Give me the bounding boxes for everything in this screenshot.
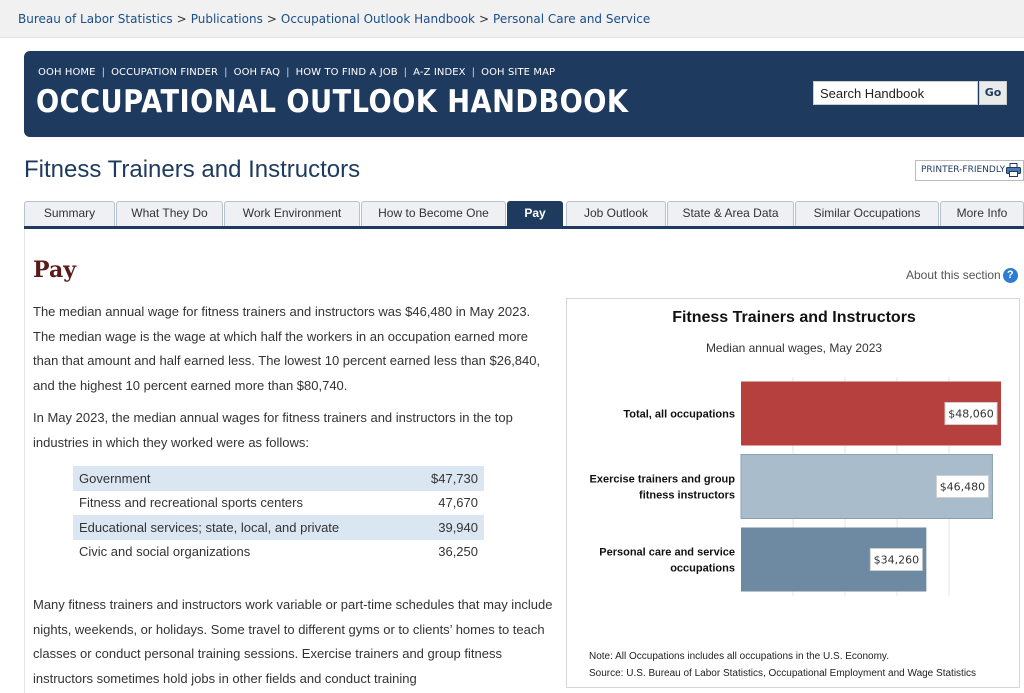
industry-name: Government bbox=[73, 466, 411, 491]
chart-subtitle: Median annual wages, May 2023 bbox=[705, 341, 883, 355]
nav-divider: | bbox=[224, 67, 228, 78]
nav-ooh-faq[interactable]: OOH FAQ bbox=[233, 67, 281, 78]
chart-value-label: $46,480 bbox=[939, 480, 986, 494]
breadcrumb-link-personal-care[interactable]: Personal Care and Service bbox=[493, 12, 651, 26]
breadcrumb-separator: > bbox=[266, 12, 277, 26]
search-handbook-input[interactable] bbox=[813, 81, 978, 105]
tab-how-to-become-one[interactable]: How to Become One bbox=[361, 201, 506, 226]
page-title: Fitness Trainers and Instructors bbox=[24, 156, 361, 183]
breadcrumb-separator: > bbox=[478, 12, 490, 26]
pay-paragraph-median-wage: The median annual wage for fitness trainers and instructors was $46,480 in May 2023. The median wage is the wage at which half the workers in an occupation earned more than that amount and half earned less. The lowest 10 percent earned less than $26,840, and the highest 10 percent earned more than $80,740. bbox=[33, 304, 541, 393]
nav-a-z-index[interactable]: A-Z INDEX bbox=[413, 67, 466, 78]
chart-note: Note: All Occupations includes all occupations in the U.S. Economy. bbox=[589, 651, 889, 662]
tab-pay[interactable]: Pay bbox=[507, 201, 563, 226]
printer-friendly-button[interactable] bbox=[915, 160, 1024, 181]
breadcrumb-link-bls[interactable]: Bureau of Labor Statistics bbox=[18, 12, 173, 26]
pay-paragraph-industries-intro: In May 2023, the median annual wages for fitness trainers and instructors in the top industries in which they worked were as follows: bbox=[33, 410, 513, 450]
tab-similar-occupations[interactable]: Similar Occupations bbox=[795, 201, 939, 226]
chart-category-label: Personal care and service occupations bbox=[599, 546, 735, 575]
industry-wage-table bbox=[73, 466, 484, 564]
chart-value-label: $34,260 bbox=[873, 553, 920, 567]
nav-how-to-find-a-job[interactable]: HOW TO FIND A JOB bbox=[295, 67, 398, 78]
printer-icon bbox=[1006, 163, 1021, 177]
table-row bbox=[73, 515, 484, 540]
pay-paragraph-schedules: Many fitness trainers and instructors work variable or part-time schedules that may include nights, weekends, or holidays. Some travel to different gyms or to clients’ homes to teach classes or conduct personal training sessions. Exercise trainers and group fitness instructors sometimes hold jobs in other fields and conduct training bbox=[33, 597, 553, 686]
tab-what-they-do[interactable]: What They Do bbox=[116, 201, 223, 226]
chart-title: Fitness Trainers and Instructors bbox=[672, 309, 916, 326]
nav-ooh-site-map[interactable]: OOH SITE MAP bbox=[481, 67, 556, 78]
pay-heading: Pay bbox=[33, 257, 76, 283]
about-this-section-label: About this section bbox=[906, 268, 1001, 282]
industry-name: Fitness and recreational sports centers bbox=[79, 495, 303, 511]
table-row bbox=[73, 540, 484, 565]
chart-source: Source: U.S. Bureau of Labor Statistics, Occupational Employment and Wage Statistics bbox=[589, 668, 977, 679]
chart-category-label: Total, all occupations bbox=[623, 408, 735, 421]
help-icon[interactable]: ? bbox=[1003, 268, 1018, 283]
breadcrumb-link-publications[interactable]: Publications bbox=[190, 12, 263, 26]
industry-wage: $47,730 bbox=[411, 466, 484, 491]
ooh-title[interactable]: OCCUPATIONAL OUTLOOK HANDBOOK bbox=[36, 84, 629, 120]
tab-state-area-data[interactable]: State & Area Data bbox=[667, 201, 794, 226]
nav-divider: | bbox=[403, 67, 408, 78]
nav-divider: | bbox=[471, 67, 476, 78]
breadcrumb-separator: > bbox=[176, 12, 187, 26]
content-left-border bbox=[24, 229, 25, 693]
nav-divider: | bbox=[286, 67, 290, 78]
tab-job-outlook[interactable]: Job Outlook bbox=[566, 201, 666, 226]
nav-occupation-finder[interactable]: OCCUPATION FINDER bbox=[111, 67, 219, 78]
tab-more-info[interactable]: More Info bbox=[940, 201, 1024, 226]
chart-plot bbox=[567, 299, 1021, 644]
wage-chart bbox=[566, 298, 1020, 688]
industry-wage: 36,250 bbox=[438, 544, 478, 560]
industry-wage: 39,940 bbox=[411, 515, 484, 540]
industry-name: Educational services; state, local, and private bbox=[73, 515, 411, 540]
about-this-section-link[interactable] bbox=[906, 268, 1018, 283]
occupation-tabs bbox=[24, 201, 1024, 229]
ooh-banner bbox=[24, 51, 1024, 137]
tab-summary[interactable]: Summary bbox=[24, 201, 115, 226]
tab-work-environment[interactable]: Work Environment bbox=[224, 201, 360, 226]
industry-wage: 47,670 bbox=[438, 495, 478, 511]
table-row bbox=[73, 491, 484, 516]
breadcrumb bbox=[0, 0, 1024, 38]
table-row bbox=[73, 466, 484, 491]
ooh-top-nav bbox=[38, 67, 555, 78]
chart-category-label: Exercise trainers and group fitness instructors bbox=[589, 473, 735, 502]
chart-value-label: $48,060 bbox=[948, 407, 994, 421]
search-go-button[interactable]: Go bbox=[979, 81, 1007, 105]
printer-friendly-label: PRINTER-FRIENDLY bbox=[921, 165, 1006, 175]
breadcrumb-link-ooh[interactable]: Occupational Outlook Handbook bbox=[280, 12, 475, 26]
industry-name: Civic and social organizations bbox=[79, 544, 251, 560]
nav-ooh-home[interactable]: OOH HOME bbox=[38, 67, 96, 78]
nav-divider: | bbox=[101, 67, 106, 78]
